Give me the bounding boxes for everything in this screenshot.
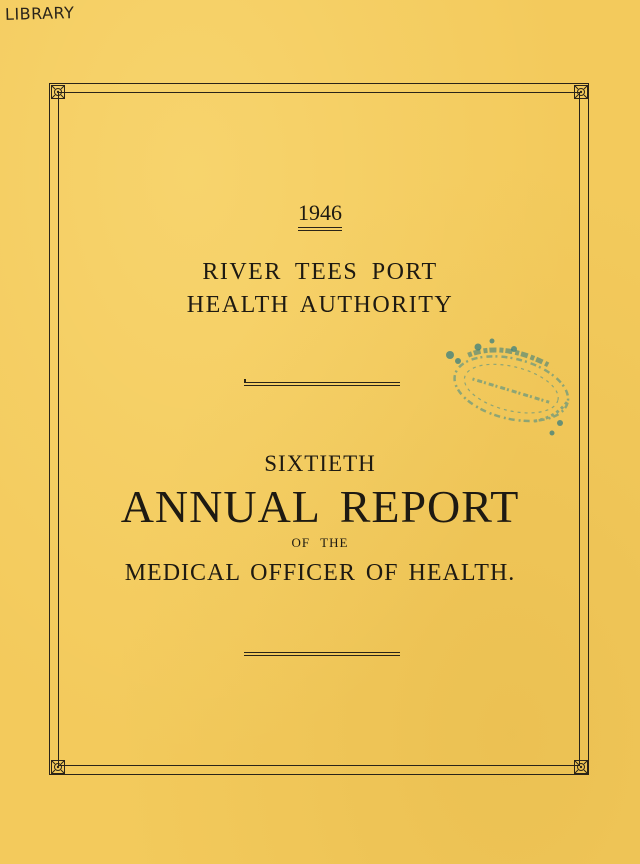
library-label: LIBRARY: [4, 3, 75, 24]
library-stamp-icon: [432, 325, 578, 445]
officer-title: MEDICAL OFFICER OF HEALTH.: [124, 560, 516, 586]
report-title: ANNUAL REPORT: [120, 481, 520, 532]
title-connector: OF THE: [291, 535, 349, 550]
divider-rule-lower: [244, 652, 400, 656]
report-year: 1946: [298, 200, 342, 225]
corner-ornament-icon: [51, 760, 65, 774]
corner-ornament-icon: [51, 85, 65, 99]
authority-line-1: RIVER TEES PORT: [202, 259, 438, 285]
divider-rule-upper: [244, 382, 400, 386]
corner-ornament-icon: [574, 85, 588, 99]
ordinal-heading: SIXTIETH: [264, 451, 376, 476]
corner-ornament-icon: [574, 760, 588, 774]
authority-line-2: HEALTH AUTHORITY: [186, 292, 454, 318]
year-underline: [298, 227, 342, 231]
